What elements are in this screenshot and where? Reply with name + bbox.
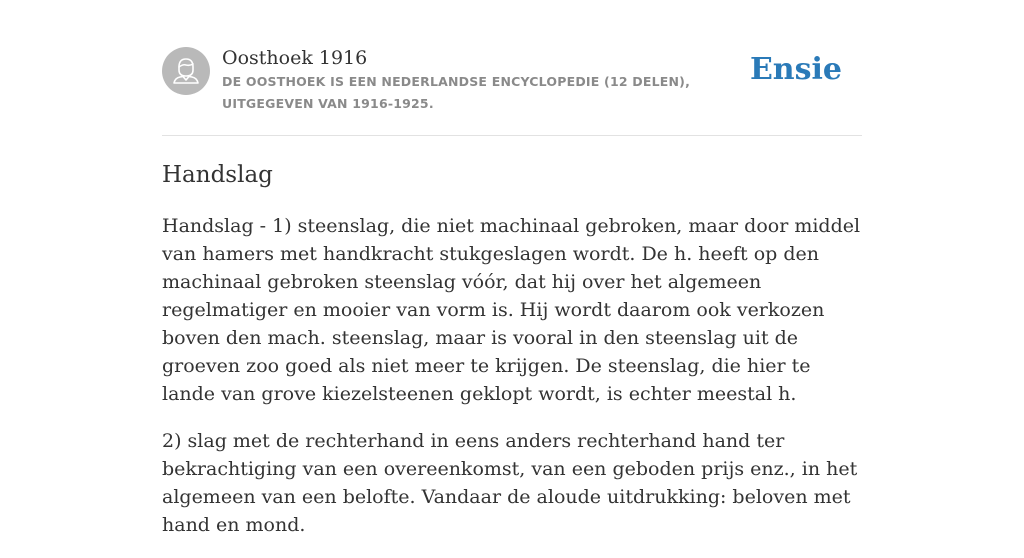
entry-paragraph: Handslag - 1) steenslag, die niet machinaal gebroken, maar door middel van hamers met handkracht stukgeslagen wordt. De h. heeft op den machinaal gebroken steenslag vóór, dat hij over het algemeen regelmatiger en mooier van vorm is. Hij wordt daarom ook verkozen boven den mach. steenslag, maar is vooral in den steenslag uit de groeven zoo goed als niet meer te krijgen. De steenslag, die hier te lande van grove kiezelsteenen geklopt wordt, is echter meestal h.: [162, 215, 861, 405]
entry-title: Handslag: [162, 162, 273, 188]
source-header: [162, 47, 862, 135]
user-silhouette-icon: [162, 47, 210, 95]
ensie-logo[interactable]: Ensie: [749, 52, 842, 87]
source-name[interactable]: Oosthoek 1916: [222, 47, 368, 69]
header-divider: [162, 135, 862, 136]
entry-body: [162, 212, 862, 558]
avatar[interactable]: [162, 47, 210, 95]
source-description: DE OOSTHOEK IS EEN NEDERLANDSE ENCYCLOPEDIE (12 DELEN), UITGEGEVEN VAN 1916-1925.: [222, 74, 691, 111]
entry-paragraph: 2) slag met de rechterhand in eens anders rechterhand hand ter bekrachtiging van een overeenkomst, van een geboden prijs enz., in het algemeen van een belofte. Vandaar de aloude uitdrukking: beloven met hand en mond.: [162, 430, 858, 536]
page: [162, 0, 862, 536]
